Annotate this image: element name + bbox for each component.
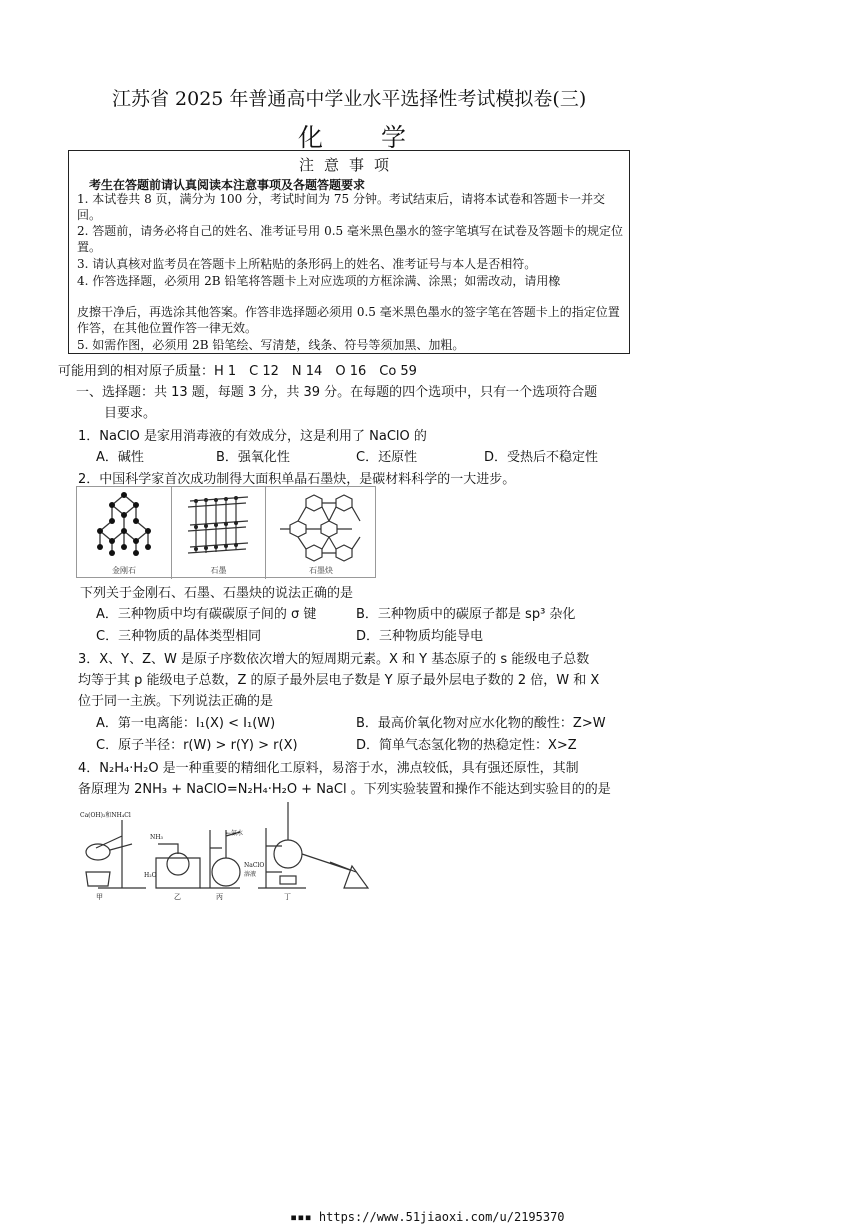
notice-item-3: 3. 请认真核对监考员在答题卡上所粘贴的条形码上的姓名、准考证号与本人是否相符。: [77, 257, 537, 271]
notice-item-4-cont: 皮擦干净后，再选涂其他答案。作答非选择题必须用 0.5 毫米黑色墨水的签字笔在答题卡上的指定位置作答，在其他位置作答一律无效。: [77, 305, 620, 335]
q3-line3: 位于同一主族。下列说法正确的是: [78, 694, 274, 709]
q2-option-b: B．三种物质中的碳原子都是 sp³ 杂化: [356, 607, 576, 622]
reagent-label-4: ←氨水: [226, 830, 244, 837]
q3-option-a: A．第一电离能：I₁(X) < I₁(W): [96, 716, 276, 731]
q3-line1: 3．X、Y、Z、W 是原子序数依次增大的短周期元素。X 和 Y 基态原子的 s 能级电子总数: [78, 652, 590, 667]
diamond-panel: [77, 487, 172, 579]
carbon-structures-figure: [76, 486, 376, 578]
q1-option-b: B．强氧化性: [216, 450, 290, 465]
q3-option-c: C．原子半径：r(W) > r(Y) > r(X): [96, 738, 298, 753]
graphite-caption: 石墨: [210, 566, 227, 575]
q3-line2: 均等于其 p 能级电子总数，Z 的原子最外层电子数是 Y 原子最外层电子数的 2 倍，W 和 X: [78, 673, 600, 688]
q1-option-c: C．还原性: [356, 450, 418, 465]
q1-option-a: A．碱性: [96, 450, 144, 465]
graphite-structure-image: [172, 487, 265, 565]
reagent-label-3: H₂O: [144, 872, 157, 879]
section1-line2: 目要求。: [104, 406, 157, 421]
q2-lead: 下列关于金刚石、石墨、石墨炔的说法正确的是: [80, 586, 354, 601]
section1-line1: 一、选择题：共 13 题，每题 3 分，共 39 分。在每题的四个选项中，只有一个选项符合题: [76, 385, 598, 400]
diamond-structure-image: [77, 487, 171, 565]
graphdiyne-panel: [266, 487, 376, 579]
label-jia: 甲: [96, 893, 103, 901]
graphdiyne-caption: 石墨炔: [309, 566, 333, 575]
notice-item-2: 2. 答题前，请务必将自己的姓名、准考证号用 0.5 毫米黑色墨水的签字笔填写在试卷及答题卡的规定位置。: [77, 224, 623, 254]
label-yi: 乙: [174, 893, 181, 901]
label-bing: 丙: [216, 893, 223, 901]
diamond-caption: 金刚石: [112, 566, 136, 575]
notice-item-1: 1. 本试卷共 8 页，满分为 100 分，考试时间为 75 分钟。考试结束后，请将本试卷和答题卡一并交回。: [77, 192, 605, 222]
footer-url[interactable]: ▪▪▪ https://www.51jiaoxi.com/u/2195370: [290, 1210, 565, 1224]
q4-line2: 备原理为 2NH₃ + NaClO=N₂H₄·H₂O + NaCl 。下列实验装置和操作不能达到实验目的的是: [78, 782, 611, 797]
q1-stem: 1．NaClO 是家用消毒液的有效成分，这是利用了 NaClO 的: [78, 429, 427, 444]
q2-option-d: D．三种物质均能导电: [356, 629, 484, 644]
label-ding: 丁: [284, 893, 291, 901]
graphite-panel: [172, 487, 266, 579]
graphdiyne-structure-image: [266, 487, 376, 565]
notice-heading: 注意事项: [298, 156, 399, 174]
notice-item-5: 5. 如需作图，必须用 2B 铅笔绘、写清楚，线条、符号等须加黑、加粗。: [77, 338, 465, 352]
q4-line1: 4．N₂H₄·H₂O 是一种重要的精细化工原料，易溶于水，沸点较低，具有强还原性，其制: [78, 761, 579, 776]
notice-box: [68, 150, 630, 354]
reagent-label-1: Ca(OH)₂和NH₄Cl: [80, 812, 131, 819]
reagent-label-5: NaClO溶液: [244, 862, 265, 878]
q1-option-d: D．受热后不稳定性: [484, 450, 599, 465]
reagent-label-2: NH₃: [150, 834, 163, 841]
notice-requirement: 考生在答题前请认真阅读本注意事项及各题答题要求: [89, 178, 366, 192]
q2-option-c: C．三种物质的晶体类型相同: [96, 629, 262, 644]
q2-stem: 2．中国科学家首次成功制得大面积单晶石墨炔，是碳材料科学的一大进步。: [78, 472, 516, 487]
q3-option-b: B．最高价氧化物对应水化物的酸性：Z>W: [356, 716, 606, 731]
notice-item-4: 4. 作答选择题，必须用 2B 铅笔将答题卡上对应选项的方框涂满、涂黑；如需改动，请用橡: [77, 274, 561, 288]
page-title: 江苏省 2025 年普通高中学业水平选择性考试模拟卷(三): [112, 88, 587, 110]
q3-option-d: D．简单气态氢化物的热稳定性：X>Z: [356, 738, 577, 753]
subject-title: 化学: [298, 123, 465, 152]
q2-option-a: A．三种物质中均有碳碳原子间的 σ 键: [96, 607, 317, 622]
atomic-masses: 可能用到的相对原子质量：H 1 C 12 N 14 O 16 Co 59: [58, 364, 417, 379]
apparatus-figure: [76, 800, 376, 904]
